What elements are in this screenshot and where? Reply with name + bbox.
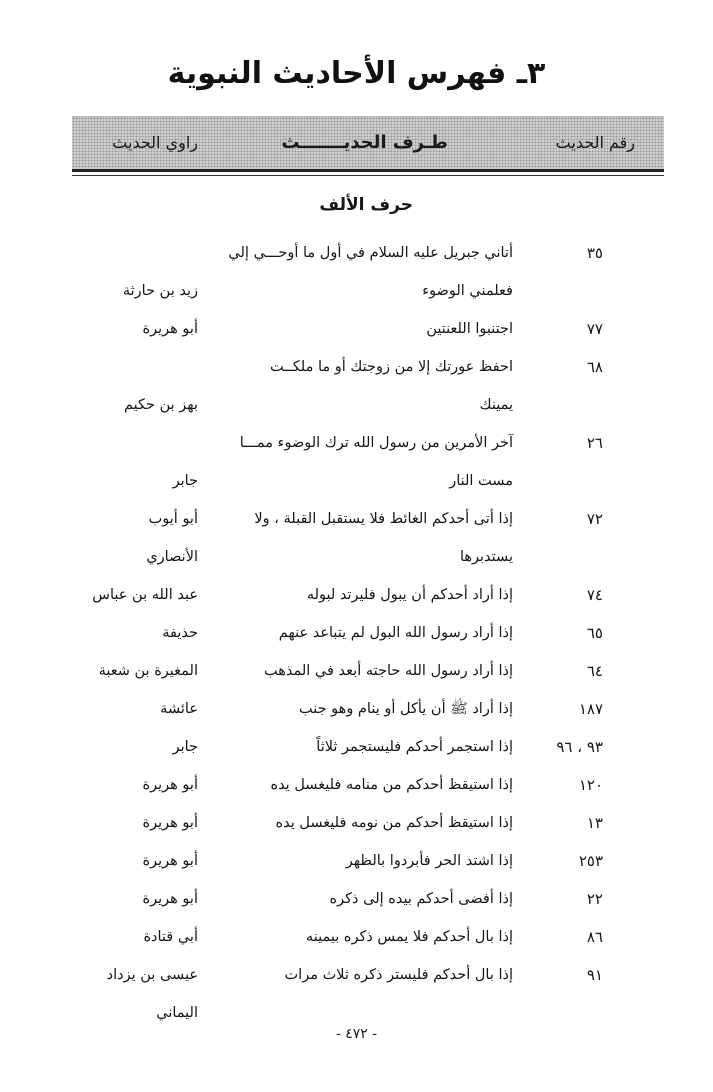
hadith-number: ٧٧ xyxy=(586,320,603,338)
hadith-text: أتاني جبريل عليه السلام في أول ما أوحـــي إلي xyxy=(228,245,513,261)
hadith-number: ٢٥٣ xyxy=(578,852,603,870)
hadith-text: يمينك xyxy=(479,397,513,413)
hadith-text: إذا أراد أحدكم أن يبول فليرتد لبوله xyxy=(306,587,513,603)
hadith-narrator: عبد الله بن عباس xyxy=(92,587,198,603)
table-row xyxy=(0,918,713,956)
page-title: ٣ـ فهرس الأحاديث النبوية xyxy=(167,56,546,91)
table-row xyxy=(0,500,713,538)
hadith-number: ٦٨ xyxy=(586,358,603,376)
table-row xyxy=(0,462,713,500)
table-row xyxy=(0,424,713,462)
hadith-narrator: اليماني xyxy=(156,1005,198,1021)
hadith-number: ٢٢ xyxy=(586,890,603,908)
hadith-text: إذا أراد ﷺ أن يأكل أو ينام وهو جنب xyxy=(299,701,513,717)
header-text-label: طـرف الحديـــــــث xyxy=(281,132,448,153)
hadith-narrator: أبو هريرة xyxy=(142,891,198,907)
hadith-text: يستدبرها xyxy=(459,549,513,565)
hadith-text: إذا بال أحدكم فلا يمس ذكره بيمينه xyxy=(305,929,513,945)
hadith-narrator: المغيرة بن شعبة xyxy=(98,663,198,679)
table-row xyxy=(0,386,713,424)
hadith-index-list xyxy=(0,234,713,1032)
hadith-number: ٣٥ xyxy=(586,244,603,262)
table-row xyxy=(0,538,713,576)
header-rule-thin xyxy=(72,175,664,176)
hadith-text: احفظ عورتك إلا من زوجتك أو ما ملكــت xyxy=(270,359,513,375)
hadith-text: إذا أتى أحدكم الغائط فلا يستقبل القبلة ، ولا xyxy=(254,511,513,527)
table-row xyxy=(0,272,713,310)
hadith-number: ١٣ xyxy=(586,814,603,832)
table-row xyxy=(0,348,713,386)
table-row xyxy=(0,956,713,994)
header-rule-thick xyxy=(72,169,664,172)
hadith-text: إذا أفضى أحدكم بيده إلى ذكره xyxy=(329,891,513,907)
hadith-text: إذا أراد رسول الله حاجته أبعد في المذهب xyxy=(264,663,513,679)
hadith-number: ٩٣ ، ٩٦ xyxy=(556,738,603,756)
table-row xyxy=(0,728,713,766)
hadith-narrator: أبو هريرة xyxy=(142,321,198,337)
hadith-text: اجتنبوا اللعنتين xyxy=(426,321,513,337)
header-number-label: رقم الحديث xyxy=(555,133,635,152)
hadith-number: ٦٤ xyxy=(586,662,603,680)
hadith-text: إذا استجمر أحدكم فليستجمر ثلاثاً xyxy=(316,739,513,755)
hadith-narrator: حذيفة xyxy=(162,625,198,641)
table-row xyxy=(0,576,713,614)
hadith-narrator: عائشة xyxy=(160,701,198,717)
hadith-number: ٧٢ xyxy=(586,510,603,528)
hadith-text: إذا استيقظ أحدكم من نومه فليغسل يده xyxy=(275,815,513,831)
table-row xyxy=(0,766,713,804)
hadith-narrator: زيد بن حارثة xyxy=(122,283,198,299)
hadith-text: فعلمني الوضوء xyxy=(422,283,513,299)
hadith-number: ٨٦ xyxy=(586,928,603,946)
hadith-number: ٩١ xyxy=(586,966,603,984)
hadith-text: آخر الأمرين من رسول الله ترك الوضوء ممـــا xyxy=(239,435,513,451)
hadith-number: ١٨٧ xyxy=(578,700,603,718)
hadith-number: ١٢٠ xyxy=(578,776,603,794)
hadith-number: ٦٥ xyxy=(586,624,603,642)
header-narrator-label: راوي الحديث xyxy=(112,133,198,152)
hadith-narrator: عيسى بن يزداد xyxy=(106,967,198,983)
hadith-number: ٢٦ xyxy=(586,434,603,452)
table-row xyxy=(0,880,713,918)
hadith-text: إذا اشتد الحر فأبردوا بالظهر xyxy=(345,853,513,869)
table-row xyxy=(0,804,713,842)
section-title: حرف الألف xyxy=(319,195,413,215)
hadith-narrator: جابر xyxy=(172,739,198,755)
hadith-narrator: جابر xyxy=(172,473,198,489)
hadith-text: إذا أراد رسول الله البول لم يتباعد عنهم xyxy=(278,625,513,641)
hadith-narrator: أبو أيوب xyxy=(148,511,198,527)
table-row xyxy=(0,690,713,728)
hadith-text: مست النار xyxy=(449,473,513,489)
hadith-text: إذا بال أحدكم فليستر ذكره ثلاث مرات xyxy=(284,967,513,983)
page-number: - ٤٧٢ - xyxy=(336,1026,377,1042)
hadith-narrator: أبو هريرة xyxy=(142,853,198,869)
table-row xyxy=(0,614,713,652)
hadith-narrator: بهز بن حكيم xyxy=(123,397,198,413)
hadith-narrator: أبو هريرة xyxy=(142,815,198,831)
table-row xyxy=(0,234,713,272)
hadith-narrator: أبو هريرة xyxy=(142,777,198,793)
table-row xyxy=(0,842,713,880)
table-row xyxy=(0,652,713,690)
hadith-narrator: الأنصاري xyxy=(146,549,198,565)
hadith-text: إذا استيقظ أحدكم من منامه فليغسل يده xyxy=(270,777,513,793)
table-row xyxy=(0,310,713,348)
hadith-number: ٧٤ xyxy=(586,586,603,604)
hadith-narrator: أبي قتادة xyxy=(143,929,198,945)
